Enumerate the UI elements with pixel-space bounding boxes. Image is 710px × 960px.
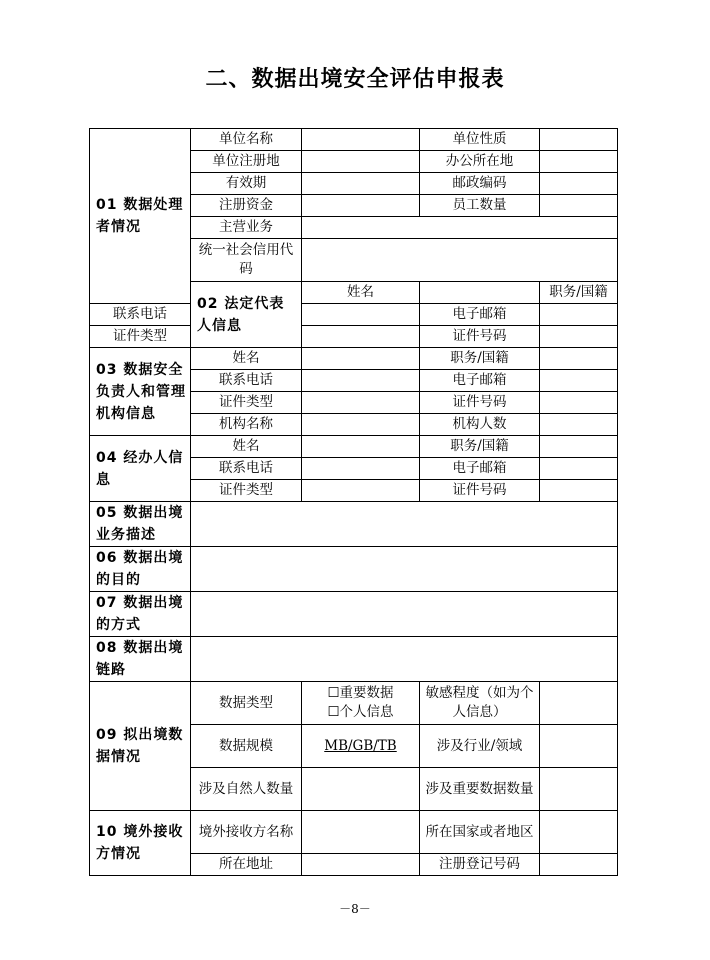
- label-sensitivity: 敏感程度（如为个人信息）: [420, 682, 540, 725]
- field-natural-persons[interactable]: [302, 768, 420, 811]
- label-agent-id-number: 证件号码: [420, 480, 540, 502]
- field-export-link[interactable]: [191, 637, 618, 682]
- page-title: 二、数据出境安全评估申报表: [205, 67, 505, 92]
- section-10-label: 10 境外接收方情况: [90, 811, 191, 876]
- field-sec-position[interactable]: [540, 348, 618, 370]
- field-industry[interactable]: [540, 725, 618, 768]
- label-unit-name: 单位名称: [191, 129, 302, 151]
- field-agent-phone[interactable]: [302, 458, 420, 480]
- field-office-location[interactable]: [540, 151, 618, 173]
- label-unit-reg-place: 单位注册地: [191, 151, 302, 173]
- field-postal-code[interactable]: [540, 173, 618, 195]
- label-reg-number: 注册登记号码: [420, 854, 540, 876]
- field-recipient-name[interactable]: [302, 811, 420, 854]
- section-04-label: 04 经办人信息: [90, 436, 191, 502]
- field-sec-id-number[interactable]: [540, 392, 618, 414]
- field-export-purpose[interactable]: [191, 547, 618, 592]
- field-agent-email[interactable]: [540, 458, 618, 480]
- section-07-label: 07 数据出境的方式: [90, 592, 191, 637]
- label-sec-phone: 联系电话: [191, 370, 302, 392]
- field-org-headcount[interactable]: [540, 414, 618, 436]
- field-business-description[interactable]: [191, 502, 618, 547]
- page-number: －8－: [339, 902, 371, 916]
- label-staff-count: 员工数量: [420, 195, 540, 217]
- field-unit-name[interactable]: [302, 129, 420, 151]
- label-validity: 有效期: [191, 173, 302, 195]
- field-validity[interactable]: [302, 173, 420, 195]
- field-agent-id-number[interactable]: [540, 480, 618, 502]
- label-sec-id-type: 证件类型: [191, 392, 302, 414]
- label-data-type: 数据类型: [191, 682, 302, 725]
- label-rep-name: 姓名: [302, 282, 420, 304]
- field-rep-id-type[interactable]: [302, 326, 420, 348]
- field-rep-name[interactable]: [420, 282, 540, 304]
- label-agent-email: 电子邮箱: [420, 458, 540, 480]
- field-export-method[interactable]: [191, 592, 618, 637]
- field-agent-id-type[interactable]: [302, 480, 420, 502]
- label-org-headcount: 机构人数: [420, 414, 540, 436]
- scale-units: MB/GB/TB: [324, 737, 397, 754]
- label-rep-id-type: 证件类型: [90, 326, 191, 348]
- field-agent-name[interactable]: [302, 436, 420, 458]
- label-postal-code: 邮政编码: [420, 173, 540, 195]
- field-rep-email[interactable]: [540, 304, 618, 326]
- field-sensitivity[interactable]: [540, 682, 618, 725]
- field-staff-count[interactable]: [540, 195, 618, 217]
- label-org-name: 机构名称: [191, 414, 302, 436]
- personal-info-checkbox[interactable]: ☐个人信息: [327, 704, 394, 720]
- label-rep-id-number: 证件号码: [420, 326, 540, 348]
- field-unit-reg-place[interactable]: [302, 151, 420, 173]
- label-important-data-count: 涉及重要数据数量: [420, 768, 540, 811]
- label-reg-capital: 注册资金: [191, 195, 302, 217]
- field-data-scale[interactable]: [302, 725, 420, 768]
- field-sec-phone[interactable]: [302, 370, 420, 392]
- label-industry: 涉及行业/领域: [420, 725, 540, 768]
- label-main-business: 主营业务: [191, 217, 302, 239]
- label-country-region: 所在国家或者地区: [420, 811, 540, 854]
- label-rep-email: 电子邮箱: [420, 304, 540, 326]
- field-rep-id-number[interactable]: [540, 326, 618, 348]
- section-02-label: 02 法定代表人信息: [191, 282, 302, 348]
- declaration-form-table: [89, 128, 618, 876]
- label-office-location: 办公所在地: [420, 151, 540, 173]
- label-sec-email: 电子邮箱: [420, 370, 540, 392]
- field-country-region[interactable]: [540, 811, 618, 854]
- field-sec-id-type[interactable]: [302, 392, 420, 414]
- data-type-options: [302, 682, 420, 725]
- field-agent-position[interactable]: [540, 436, 618, 458]
- label-recipient-name: 境外接收方名称: [191, 811, 302, 854]
- field-address[interactable]: [302, 854, 420, 876]
- field-rep-phone[interactable]: [302, 304, 420, 326]
- label-address: 所在地址: [191, 854, 302, 876]
- label-unit-nature: 单位性质: [420, 129, 540, 151]
- label-sec-id-number: 证件号码: [420, 392, 540, 414]
- field-main-business[interactable]: [302, 217, 618, 239]
- label-natural-persons: 涉及自然人数量: [191, 768, 302, 811]
- field-unit-nature[interactable]: [540, 129, 618, 151]
- section-03-label: 03 数据安全负责人和管理机构信息: [90, 348, 191, 436]
- label-credit-code: 统一社会信用代码: [191, 239, 302, 282]
- field-reg-number[interactable]: [540, 854, 618, 876]
- field-credit-code[interactable]: [302, 239, 618, 282]
- field-sec-email[interactable]: [540, 370, 618, 392]
- label-sec-name: 姓名: [191, 348, 302, 370]
- label-agent-name: 姓名: [191, 436, 302, 458]
- label-sec-position: 职务/国籍: [420, 348, 540, 370]
- label-agent-position: 职务/国籍: [420, 436, 540, 458]
- section-06-label: 06 数据出境的目的: [90, 547, 191, 592]
- label-rep-position: 职务/国籍: [540, 282, 618, 304]
- label-data-scale: 数据规模: [191, 725, 302, 768]
- section-09-label: 09 拟出境数据情况: [90, 682, 191, 811]
- important-data-checkbox[interactable]: ☐重要数据: [327, 685, 394, 701]
- field-sec-name[interactable]: [302, 348, 420, 370]
- label-rep-phone: 联系电话: [90, 304, 191, 326]
- label-agent-phone: 联系电话: [191, 458, 302, 480]
- field-org-name[interactable]: [302, 414, 420, 436]
- section-01-label: 01 数据处理者情况: [90, 129, 191, 304]
- label-agent-id-type: 证件类型: [191, 480, 302, 502]
- field-important-data-count[interactable]: [540, 768, 618, 811]
- section-08-label: 08 数据出境链路: [90, 637, 191, 682]
- section-05-label: 05 数据出境业务描述: [90, 502, 191, 547]
- field-reg-capital[interactable]: [302, 195, 420, 217]
